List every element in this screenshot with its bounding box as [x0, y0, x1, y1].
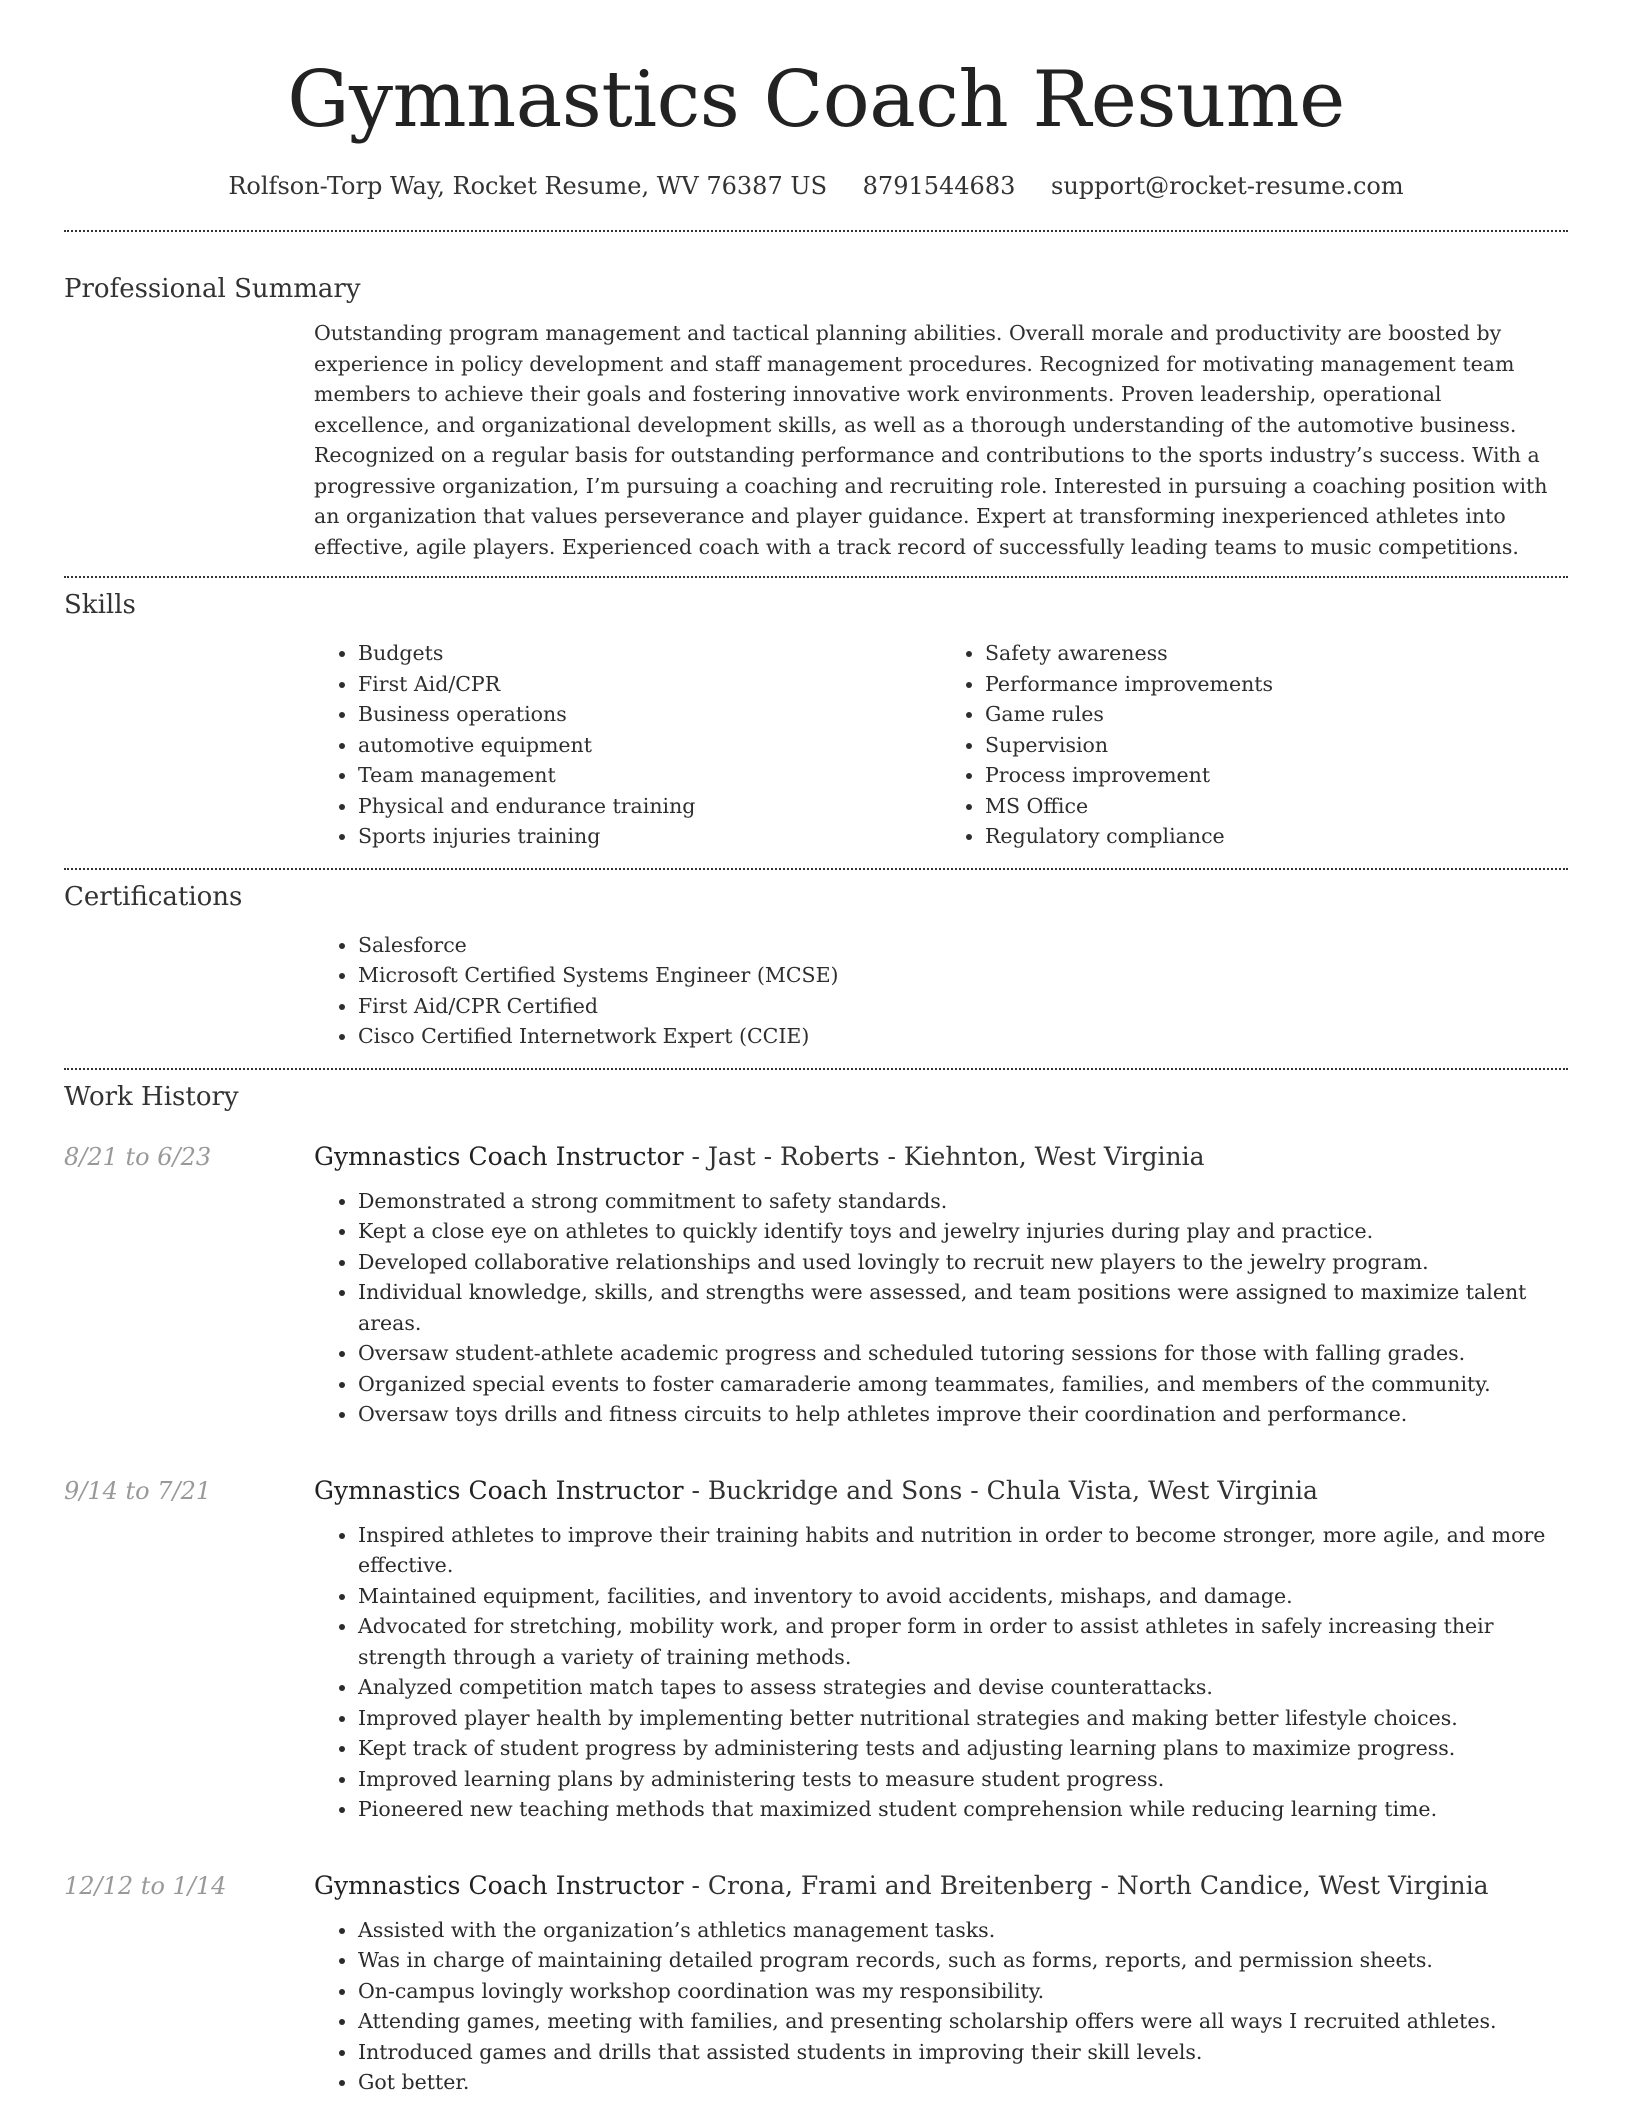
job-entry: [64, 1869, 1568, 2098]
skill-item: • Regulatory compliance: [985, 821, 1568, 852]
job-bullets: [314, 1186, 1568, 1430]
job-bullet: • Introduced games and drills that assisted students in improving their skill levels.: [358, 2037, 1568, 2068]
job-bullet: • Pioneered new teaching methods that maximized student comprehension while reducing learning time.: [358, 1794, 1568, 1825]
job-bullet: • Kept track of student progress by administering tests and adjusting learning plans to maximize progress.: [358, 1733, 1568, 1764]
job-bullet: • Oversaw student-athlete academic progress and scheduled tutoring sessions for those with falling grades.: [358, 1338, 1568, 1369]
job-bullets: [314, 1520, 1568, 1825]
contact-line: [64, 170, 1568, 202]
job-entry: [64, 1474, 1568, 1825]
job-bullet: • Developed collaborative relationships and used lovingly to recruit new players to the jewelry program.: [358, 1247, 1568, 1278]
divider: [64, 1068, 1568, 1070]
resume-page: [64, 0, 1568, 2098]
resume-title: Gymnastics Coach Resume: [287, 55, 1345, 145]
divider: [64, 230, 1568, 232]
job-bullet: • Improved player health by implementing better nutritional strategies and making better lifestyle choices.: [358, 1703, 1568, 1734]
certification-item: • Cisco Certified Internetwork Expert (CCIE): [358, 1021, 1568, 1052]
skill-item: • Business operations: [358, 699, 941, 730]
skill-item: • Physical and endurance training: [358, 791, 941, 822]
job-bullet: • Was in charge of maintaining detailed program records, such as forms, reports, and permission sheets.: [358, 1945, 1568, 1976]
job-title: [314, 1140, 1568, 1174]
skill-item: • Budgets: [358, 638, 941, 669]
job-title: [314, 1869, 1568, 1903]
work-history-list: [64, 1140, 1568, 2098]
job-bullet: • Maintained equipment, facilities, and inventory to avoid accidents, mishaps, and damage.: [358, 1581, 1568, 1612]
skill-item: • First Aid/CPR: [358, 669, 941, 700]
job-company: - Buckridge and Sons - Chula Vista, West Virginia: [683, 1475, 1318, 1505]
skill-item: • Sports injuries training: [358, 821, 941, 852]
job-company: - Crona, Frami and Breitenberg - North Candice, West Virginia: [683, 1870, 1489, 1900]
job-dates: 9/14 to 7/21: [64, 1476, 212, 1505]
job-bullet: • On-campus lovingly workshop coordination was my responsibility.: [358, 1976, 1568, 2007]
skill-item: • Game rules: [985, 699, 1568, 730]
divider: [64, 868, 1568, 870]
job-role: Gymnastics Coach Instructor: [314, 1870, 684, 1900]
job-bullets: [314, 1915, 1568, 2098]
divider: [64, 576, 1568, 578]
skills-list: [314, 638, 1568, 852]
job-body: [314, 1140, 1568, 1430]
section-heading-certifications: Certifications: [64, 881, 243, 912]
skill-item: • Team management: [358, 760, 941, 791]
job-role: Gymnastics Coach Instructor: [314, 1475, 684, 1505]
skill-item: • MS Office: [985, 791, 1568, 822]
job-bullet: • Oversaw toys drills and fitness circuits to help athletes improve their coordination and performance.: [358, 1399, 1568, 1430]
job-bullet: • Advocated for stretching, mobility work, and proper form in order to assist athletes in safely increasing their strength through a variety of training methods.: [358, 1611, 1568, 1672]
job-body: [314, 1869, 1568, 2098]
contact-address: Rolfson-Torp Way, Rocket Resume, WV 76387 US: [228, 172, 828, 200]
job-dates: 12/12 to 1/14: [64, 1871, 227, 1900]
skills-column-left: [314, 638, 941, 852]
job-title: [314, 1474, 1568, 1508]
section-heading-summary: Professional Summary: [64, 274, 361, 304]
job-bullet: • Assisted with the organization’s athletics management tasks.: [358, 1915, 1568, 1946]
job-entry: [64, 1140, 1568, 1430]
contact-phone: 8791544683: [862, 172, 1016, 200]
job-bullet: • Inspired athletes to improve their training habits and nutrition in order to become stronger, more agile, and more effective.: [358, 1520, 1568, 1581]
job-bullet: • Improved learning plans by administering tests to measure student progress.: [358, 1764, 1568, 1795]
job-dates: 8/21 to 6/23: [64, 1142, 212, 1171]
skill-item: • Safety awareness: [985, 638, 1568, 669]
job-bullet: • Demonstrated a strong commitment to safety standards.: [358, 1186, 1568, 1217]
job-bullet: • Organized special events to foster camaraderie among teammates, families, and members of the community.: [358, 1369, 1568, 1400]
skill-item: • Performance improvements: [985, 669, 1568, 700]
job-role: Gymnastics Coach Instructor: [314, 1141, 684, 1171]
skill-item: • automotive equipment: [358, 730, 941, 761]
job-bullet: • Individual knowledge, skills, and strengths were assessed, and team positions were assigned to maximize talent areas.: [358, 1277, 1568, 1338]
summary-text: Outstanding program management and tactical planning abilities. Overall morale and productivity are boosted by experience in policy development and staff management procedures. Recognized for motivating management team members to achieve their goals and fostering innovative work environments. Proven leadership, operational excellence, and organizational development skills, as well as a thorough understanding of the automotive business. Recognized on a regular basis for outstanding performance and contributions to the sports industry’s success. With a progressive organization, I’m pursuing a coaching and recruiting role. Interested in pursuing a coaching position with an organization that values perseverance and player guidance. Expert at transforming inexperienced athletes into effective, agile players. Experienced coach with a track record of successfully leading teams to music competitions.: [314, 321, 1548, 559]
certification-item: • Microsoft Certified Systems Engineer (MCSE): [358, 960, 1568, 991]
certifications-bullets: [314, 930, 1568, 1052]
skills-column-right: [941, 638, 1568, 852]
section-heading-work-history: Work History: [64, 1081, 239, 1112]
contact-email[interactable]: support@rocket-resume.com: [1051, 172, 1404, 200]
certification-item: • First Aid/CPR Certified: [358, 991, 1568, 1022]
job-bullet: • Got better.: [358, 2067, 1568, 2098]
job-company: - Jast - Roberts - Kiehnton, West Virginia: [683, 1141, 1205, 1171]
job-bullet: • Analyzed competition match tapes to assess strategies and devise counterattacks.: [358, 1672, 1568, 1703]
skill-item: • Supervision: [985, 730, 1568, 761]
certification-item: • Salesforce: [358, 930, 1568, 961]
job-bullet: • Kept a close eye on athletes to quickly identify toys and jewelry injuries during play and practice.: [358, 1216, 1568, 1247]
job-bullet: • Attending games, meeting with families, and presenting scholarship offers were all ways I recruited athletes.: [358, 2006, 1568, 2037]
section-heading-skills: Skills: [64, 590, 136, 620]
job-body: [314, 1474, 1568, 1825]
skill-item: • Process improvement: [985, 760, 1568, 791]
certifications-list: [314, 930, 1568, 1052]
